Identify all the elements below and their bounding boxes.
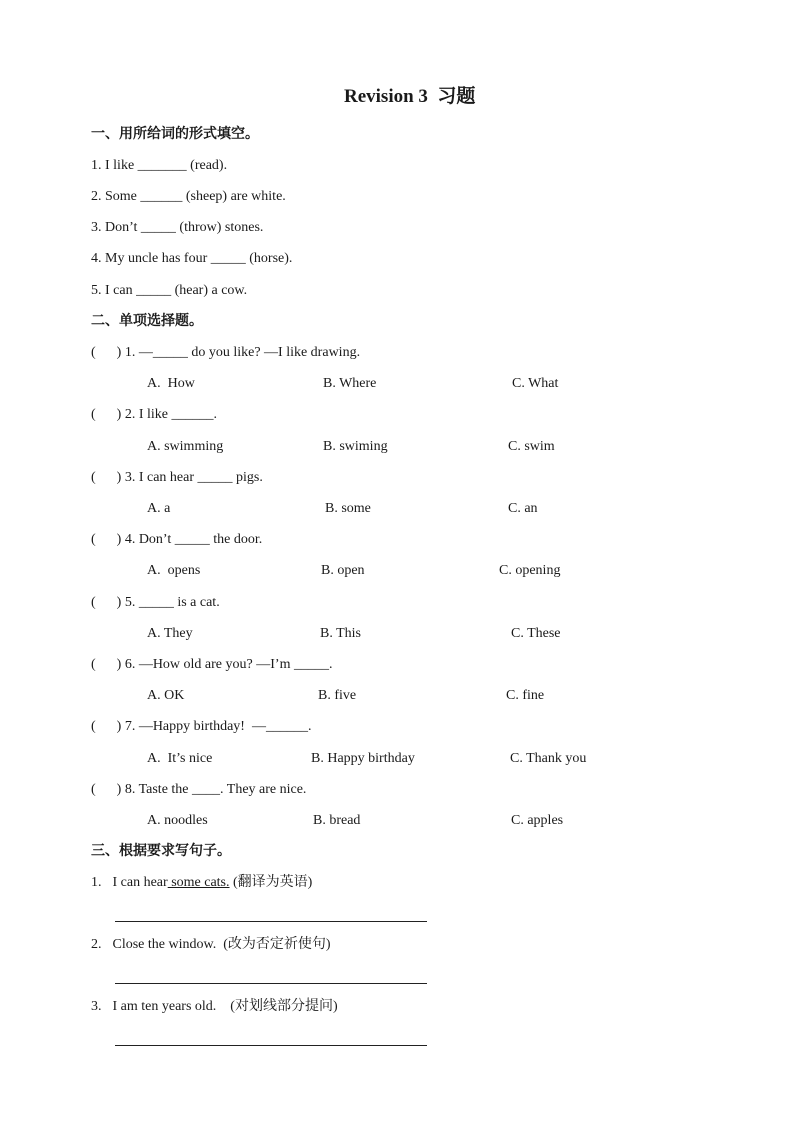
question-4-option-c: C. opening [499,563,561,578]
question-3-option-c: C. an [508,501,538,516]
question-1-option-a: A. How [147,376,195,391]
fill-item-3: 3. Don’t _____ (throw) stones. [91,220,264,235]
question-8-option-a: A. noodles [147,813,208,828]
question-1-option-b: B. Where [323,376,377,391]
question-4-option-a: A. opens [147,563,201,578]
sentence-2 [91,937,331,953]
question-6-option-a: A. OK [147,688,185,703]
answer-line-1[interactable] [115,921,427,922]
question-5-option-c: C. These [511,626,561,641]
question-8-option-c: C. apples [511,813,564,828]
sentence-3-number: 3. [91,999,102,1014]
section-1-heading: 一、用所给词的形式填空。 [91,126,259,142]
question-3-stem: ( ) 3. I can hear _____ pigs. [91,470,263,485]
question-5-option-b: B. This [320,626,361,641]
sentence-3-text: I am ten years old. (对划线部分提问) [112,999,338,1014]
sentence-3 [91,999,338,1015]
question-7-option-a: A. It’s nice [147,751,213,766]
page-title: Revision 3 习题 [344,86,476,107]
question-7-option-b: B. Happy birthday [311,751,415,766]
question-6-stem: ( ) 6. —How old are you? —I’m _____. [91,657,333,672]
answer-line-2[interactable] [115,983,427,984]
fill-item-1: 1. I like _______ (read). [91,158,228,173]
sentence-1 [91,875,312,891]
sentence-1-underlined: some cats. [167,875,230,890]
question-8-option-b: B. bread [313,813,361,828]
sentence-1-number: 1. [91,875,102,890]
question-1-stem: ( ) 1. —_____ do you like? —I like drawing. [91,345,361,360]
sentence-2-text: Close the window. (改为否定祈使句) [112,937,331,952]
question-4-option-b: B. open [321,563,365,578]
fill-item-2: 2. Some ______ (sheep) are white. [91,189,286,204]
question-7-option-c: C. Thank you [510,751,587,766]
question-6-option-b: B. five [318,688,357,703]
fill-item-4: 4. My uncle has four _____ (horse). [91,251,293,266]
question-2-option-a: A. swimming [147,439,224,454]
question-5-option-a: A. They [147,626,193,641]
question-8-stem: ( ) 8. Taste the ____. They are nice. [91,782,307,797]
question-3-option-b: B. some [325,501,371,516]
fill-item-5: 5. I can _____ (hear) a cow. [91,283,248,298]
question-2-option-b: B. swiming [323,439,388,454]
question-6-option-c: C. fine [506,688,545,703]
question-5-stem: ( ) 5. _____ is a cat. [91,595,220,610]
section-3-heading: 三、根据要求写句子。 [91,843,231,859]
answer-line-3[interactable] [115,1045,427,1046]
question-7-stem: ( ) 7. —Happy birthday! —______. [91,719,312,734]
sentence-1-text: I can hear [112,875,168,890]
question-2-stem: ( ) 2. I like ______. [91,407,217,422]
question-1-option-c: C. What [512,376,559,391]
question-2-option-c: C. swim [508,439,555,454]
sentence-2-number: 2. [91,937,102,952]
question-4-stem: ( ) 4. Don’t _____ the door. [91,532,263,547]
question-3-option-a: A. a [147,501,171,516]
sentence-1-instruction: (翻译为英语) [229,875,313,890]
section-2-heading: 二、单项选择题。 [91,313,203,329]
